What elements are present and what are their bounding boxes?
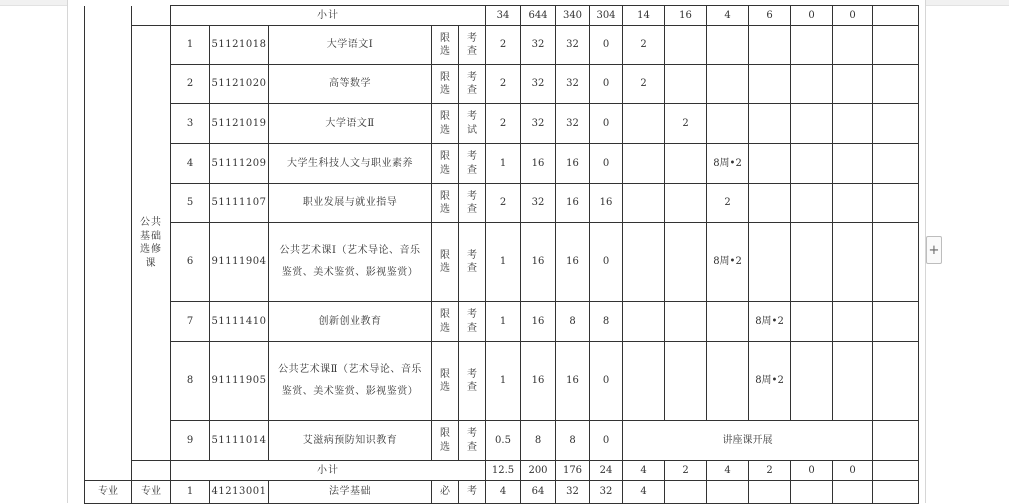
course-nature — [432, 104, 459, 144]
semester-hours — [707, 481, 749, 504]
theory-hours: 8 — [556, 302, 590, 342]
semester-hours — [623, 184, 665, 223]
blank-cell — [873, 26, 919, 65]
blank-cell — [873, 481, 919, 504]
text-line: 课 — [145, 257, 157, 269]
course-row — [85, 26, 919, 65]
semester-hours — [791, 144, 833, 184]
credit-value: 1 — [486, 342, 521, 421]
text-line: 考 — [467, 428, 477, 439]
semester-hours — [665, 144, 707, 184]
credit-value: 1 — [486, 144, 521, 184]
text-line: 选 — [440, 204, 450, 215]
semester-hours: 4 — [623, 481, 665, 504]
course-code: 91111904 — [210, 223, 269, 302]
semester-hours — [833, 302, 873, 342]
blank-cell — [873, 6, 919, 26]
course-name — [269, 302, 432, 342]
subtotal-value: 0 — [791, 461, 833, 481]
course-nature: 必 — [432, 481, 459, 504]
total-hours: 32 — [521, 184, 556, 223]
course-number: 2 — [171, 65, 210, 104]
text-line: 限 — [440, 309, 450, 320]
course-name — [269, 223, 432, 302]
subtotal-value: 4 — [707, 461, 749, 481]
course-row — [85, 184, 919, 223]
total-hours: 16 — [521, 302, 556, 342]
total-hours: 16 — [521, 223, 556, 302]
course-number: 6 — [171, 223, 210, 302]
course-row — [85, 104, 919, 144]
curriculum-table — [84, 5, 919, 504]
expand-table-button[interactable]: + — [926, 236, 942, 264]
course-code: 41213001 — [210, 481, 269, 504]
assessment-type — [459, 144, 486, 184]
assessment-type — [459, 421, 486, 461]
semester-hours — [665, 302, 707, 342]
theory-hours: 32 — [556, 481, 590, 504]
text-line: 考 — [467, 190, 477, 202]
practice-hours: 0 — [590, 104, 623, 144]
assessment-type — [459, 302, 486, 342]
text-line: 鉴赏、美术鉴赏、影视鉴赏） — [281, 267, 419, 278]
text-line: 查 — [467, 441, 477, 453]
semester-hours — [833, 184, 873, 223]
course-nature — [432, 421, 459, 461]
text-line: 创新创业教育 — [318, 315, 382, 327]
text-line: 公共艺术课Ⅰ（艺术导论、音乐 — [279, 245, 421, 256]
course-nature — [432, 302, 459, 342]
subtotal-value: 340 — [556, 6, 590, 26]
section-cell-inner — [132, 6, 171, 26]
subtotal-value: 200 — [521, 461, 556, 481]
course-code: 51121018 — [210, 26, 269, 65]
text-line: 选 — [440, 441, 450, 453]
semester-hours — [833, 26, 873, 65]
semester-hours — [665, 184, 707, 223]
semester-hours: 8周•2 — [707, 144, 749, 184]
credit-value: 2 — [486, 104, 521, 144]
theory-hours: 16 — [556, 144, 590, 184]
semester-hours — [749, 26, 791, 65]
semester-hours — [623, 342, 665, 421]
blank-cell — [873, 65, 919, 104]
subtotal-value: 34 — [486, 6, 521, 26]
subtotal-value: 304 — [590, 6, 623, 26]
text-line: 选 — [440, 322, 450, 334]
total-hours: 32 — [521, 104, 556, 144]
subtotal-value: 176 — [556, 461, 590, 481]
practice-hours: 16 — [590, 184, 623, 223]
practice-hours: 0 — [590, 342, 623, 421]
practice-hours: 0 — [590, 65, 623, 104]
text-line: 查 — [467, 382, 477, 393]
semester-hours — [791, 223, 833, 302]
semester-hours — [749, 104, 791, 144]
blank-cell — [873, 184, 919, 223]
text-line: 公共 — [140, 217, 162, 228]
section-cell-outer — [85, 6, 132, 481]
theory-hours: 16 — [556, 184, 590, 223]
course-row — [85, 421, 919, 461]
semester-note: 讲座课开展 — [623, 421, 873, 461]
text-line: 限 — [440, 111, 450, 122]
blank-cell — [873, 421, 919, 461]
course-name — [269, 421, 432, 461]
course-number: 8 — [171, 342, 210, 421]
course-name — [269, 104, 432, 144]
total-hours: 16 — [521, 144, 556, 184]
blank-cell — [873, 223, 919, 302]
course-row — [85, 65, 919, 104]
text-line: 选 — [440, 382, 450, 393]
course-nature — [432, 342, 459, 421]
assessment-type — [459, 184, 486, 223]
semester-hours — [749, 223, 791, 302]
text-line: 查 — [467, 263, 477, 274]
total-hours: 16 — [521, 342, 556, 421]
practice-hours: 0 — [590, 144, 623, 184]
credit-value: 4 — [486, 481, 521, 504]
blank-cell — [873, 144, 919, 184]
semester-hours: 2 — [623, 26, 665, 65]
semester-hours: 2 — [707, 184, 749, 223]
semester-hours — [833, 104, 873, 144]
semester-hours — [749, 184, 791, 223]
text-line: 查 — [467, 204, 477, 215]
semester-hours — [665, 223, 707, 302]
assessment-type: 考 — [459, 481, 486, 504]
assessment-type — [459, 342, 486, 421]
text-line: 限 — [440, 190, 450, 202]
text-line: 限 — [440, 32, 450, 44]
course-number: 5 — [171, 184, 210, 223]
semester-hours — [791, 302, 833, 342]
course-code: 91111905 — [210, 342, 269, 421]
subtotal-value: 644 — [521, 6, 556, 26]
semester-hours — [665, 26, 707, 65]
course-name — [269, 144, 432, 184]
text-line: 选 — [440, 164, 450, 176]
text-line: 公共艺术课Ⅱ（艺术导论、音乐 — [278, 364, 422, 375]
text-line: 选 — [440, 124, 450, 136]
subtotal-value: 4 — [707, 6, 749, 26]
subtotal-value: 24 — [590, 461, 623, 481]
text-line: 限 — [440, 249, 450, 261]
course-code: 51111107 — [210, 184, 269, 223]
text-line: 限 — [440, 71, 450, 83]
text-line: 选 — [440, 46, 450, 57]
semester-hours: 8周•2 — [749, 342, 791, 421]
course-name — [269, 65, 432, 104]
total-hours: 64 — [521, 481, 556, 504]
course-row — [85, 302, 919, 342]
semester-hours — [791, 184, 833, 223]
assessment-type — [459, 104, 486, 144]
subtotal-value: 2 — [665, 461, 707, 481]
subtotal-value: 14 — [623, 6, 665, 26]
course-name — [269, 26, 432, 65]
course-row — [85, 223, 919, 302]
assessment-type — [459, 26, 486, 65]
text-line: 高等数学 — [329, 78, 371, 90]
course-nature — [432, 223, 459, 302]
text-line: 查 — [467, 322, 477, 334]
semester-hours — [623, 144, 665, 184]
semester-hours — [707, 302, 749, 342]
course-code: 51111410 — [210, 302, 269, 342]
category-cell — [132, 26, 171, 461]
text-line: 限 — [440, 151, 450, 162]
text-line: 限 — [440, 368, 450, 380]
course-number: 9 — [171, 421, 210, 461]
credit-value: 2 — [486, 184, 521, 223]
subtotal-value: 0 — [833, 6, 873, 26]
semester-hours — [833, 144, 873, 184]
semester-hours — [665, 65, 707, 104]
total-hours: 32 — [521, 65, 556, 104]
theory-hours: 8 — [556, 421, 590, 461]
text-line: 试 — [467, 124, 477, 136]
credit-value: 1 — [486, 302, 521, 342]
section-label-outer: 专业 — [85, 481, 132, 504]
semester-hours: 2 — [623, 65, 665, 104]
semester-hours — [665, 481, 707, 504]
subtotal-value: 16 — [665, 6, 707, 26]
subtotal-value: 2 — [749, 461, 791, 481]
theory-hours: 32 — [556, 26, 590, 65]
blank-cell — [873, 302, 919, 342]
semester-hours: 8周•2 — [749, 302, 791, 342]
subtotal-row-bottom — [85, 461, 919, 481]
text-line: 考 — [467, 368, 477, 380]
subtotal-value: 0 — [791, 6, 833, 26]
subtotal-value: 6 — [749, 6, 791, 26]
semester-hours — [791, 65, 833, 104]
assessment-type — [459, 65, 486, 104]
semester-hours — [707, 104, 749, 144]
course-nature — [432, 26, 459, 65]
theory-hours: 16 — [556, 342, 590, 421]
blank-cell — [873, 461, 919, 481]
text-line: 基础 — [140, 230, 162, 242]
text-line: 大学生科技人文与职业素养 — [287, 157, 413, 169]
semester-hours — [833, 481, 873, 504]
course-nature — [432, 65, 459, 104]
credit-value: 2 — [486, 65, 521, 104]
practice-hours: 8 — [590, 302, 623, 342]
credit-value: 0.5 — [486, 421, 521, 461]
course-code: 51121019 — [210, 104, 269, 144]
text-line: 考 — [467, 71, 477, 83]
text-line: 选 — [440, 263, 450, 274]
major-course-row — [85, 481, 919, 504]
semester-hours — [623, 223, 665, 302]
practice-hours: 0 — [590, 223, 623, 302]
semester-hours: 2 — [665, 104, 707, 144]
semester-hours — [749, 144, 791, 184]
total-hours: 32 — [521, 26, 556, 65]
course-nature — [432, 144, 459, 184]
total-hours: 8 — [521, 421, 556, 461]
practice-hours: 32 — [590, 481, 623, 504]
subtotal-label: 小计 — [171, 461, 486, 481]
theory-hours: 32 — [556, 65, 590, 104]
text-line: 鉴赏、美术鉴赏、影视鉴赏） — [281, 386, 419, 397]
course-row — [85, 144, 919, 184]
credit-value: 2 — [486, 26, 521, 65]
practice-hours: 0 — [590, 26, 623, 65]
semester-hours: 8周•2 — [707, 223, 749, 302]
semester-hours — [833, 223, 873, 302]
semester-hours — [791, 26, 833, 65]
text-line: 考 — [467, 151, 477, 162]
course-name — [269, 342, 432, 421]
theory-hours: 32 — [556, 104, 590, 144]
semester-hours — [749, 481, 791, 504]
credit-value: 1 — [486, 223, 521, 302]
semester-hours — [833, 65, 873, 104]
blank-cell — [873, 104, 919, 144]
text-line: 查 — [467, 85, 477, 96]
semester-hours — [707, 26, 749, 65]
semester-hours — [791, 481, 833, 504]
blank-cell — [873, 342, 919, 421]
course-number: 7 — [171, 302, 210, 342]
text-line: 大学语文Ⅱ — [325, 117, 375, 129]
semester-hours — [665, 342, 707, 421]
text-line: 查 — [467, 164, 477, 176]
subtotal-value: 0 — [833, 461, 873, 481]
course-row — [85, 342, 919, 421]
course-number: 3 — [171, 104, 210, 144]
text-line: 选修 — [140, 244, 162, 255]
text-line: 考 — [467, 309, 477, 320]
course-code: 51111014 — [210, 421, 269, 461]
course-nature — [432, 184, 459, 223]
practice-hours: 0 — [590, 421, 623, 461]
subtotal-label: 小计 — [171, 6, 486, 26]
text-line: 艾滋病预防知识教育 — [302, 434, 398, 446]
semester-hours — [833, 342, 873, 421]
course-code: 51121020 — [210, 65, 269, 104]
text-line: 考 — [467, 249, 477, 261]
text-line: 选 — [440, 85, 450, 96]
course-name — [269, 184, 432, 223]
text-line: 查 — [467, 46, 477, 57]
course-number: 4 — [171, 144, 210, 184]
subtotal-value: 4 — [623, 461, 665, 481]
semester-hours — [623, 104, 665, 144]
course-number: 1 — [171, 26, 210, 65]
section-cell-inner — [132, 461, 171, 481]
semester-hours — [749, 65, 791, 104]
theory-hours: 16 — [556, 223, 590, 302]
text-line: 考 — [467, 111, 477, 122]
semester-hours — [791, 104, 833, 144]
semester-hours — [623, 302, 665, 342]
course-number: 1 — [171, 481, 210, 504]
course-code: 51111209 — [210, 144, 269, 184]
text-line: 大学语文Ⅰ — [326, 39, 374, 51]
semester-hours — [707, 342, 749, 421]
assessment-type — [459, 223, 486, 302]
semester-hours — [791, 342, 833, 421]
text-line: 限 — [440, 428, 450, 439]
text-line: 考 — [467, 32, 477, 44]
semester-hours — [707, 65, 749, 104]
section-label-inner: 专业 — [132, 481, 171, 504]
course-name: 法学基础 — [269, 481, 432, 504]
subtotal-value: 12.5 — [486, 461, 521, 481]
subtotal-row-top — [85, 6, 919, 26]
text-line: 职业发展与就业指导 — [302, 197, 398, 209]
